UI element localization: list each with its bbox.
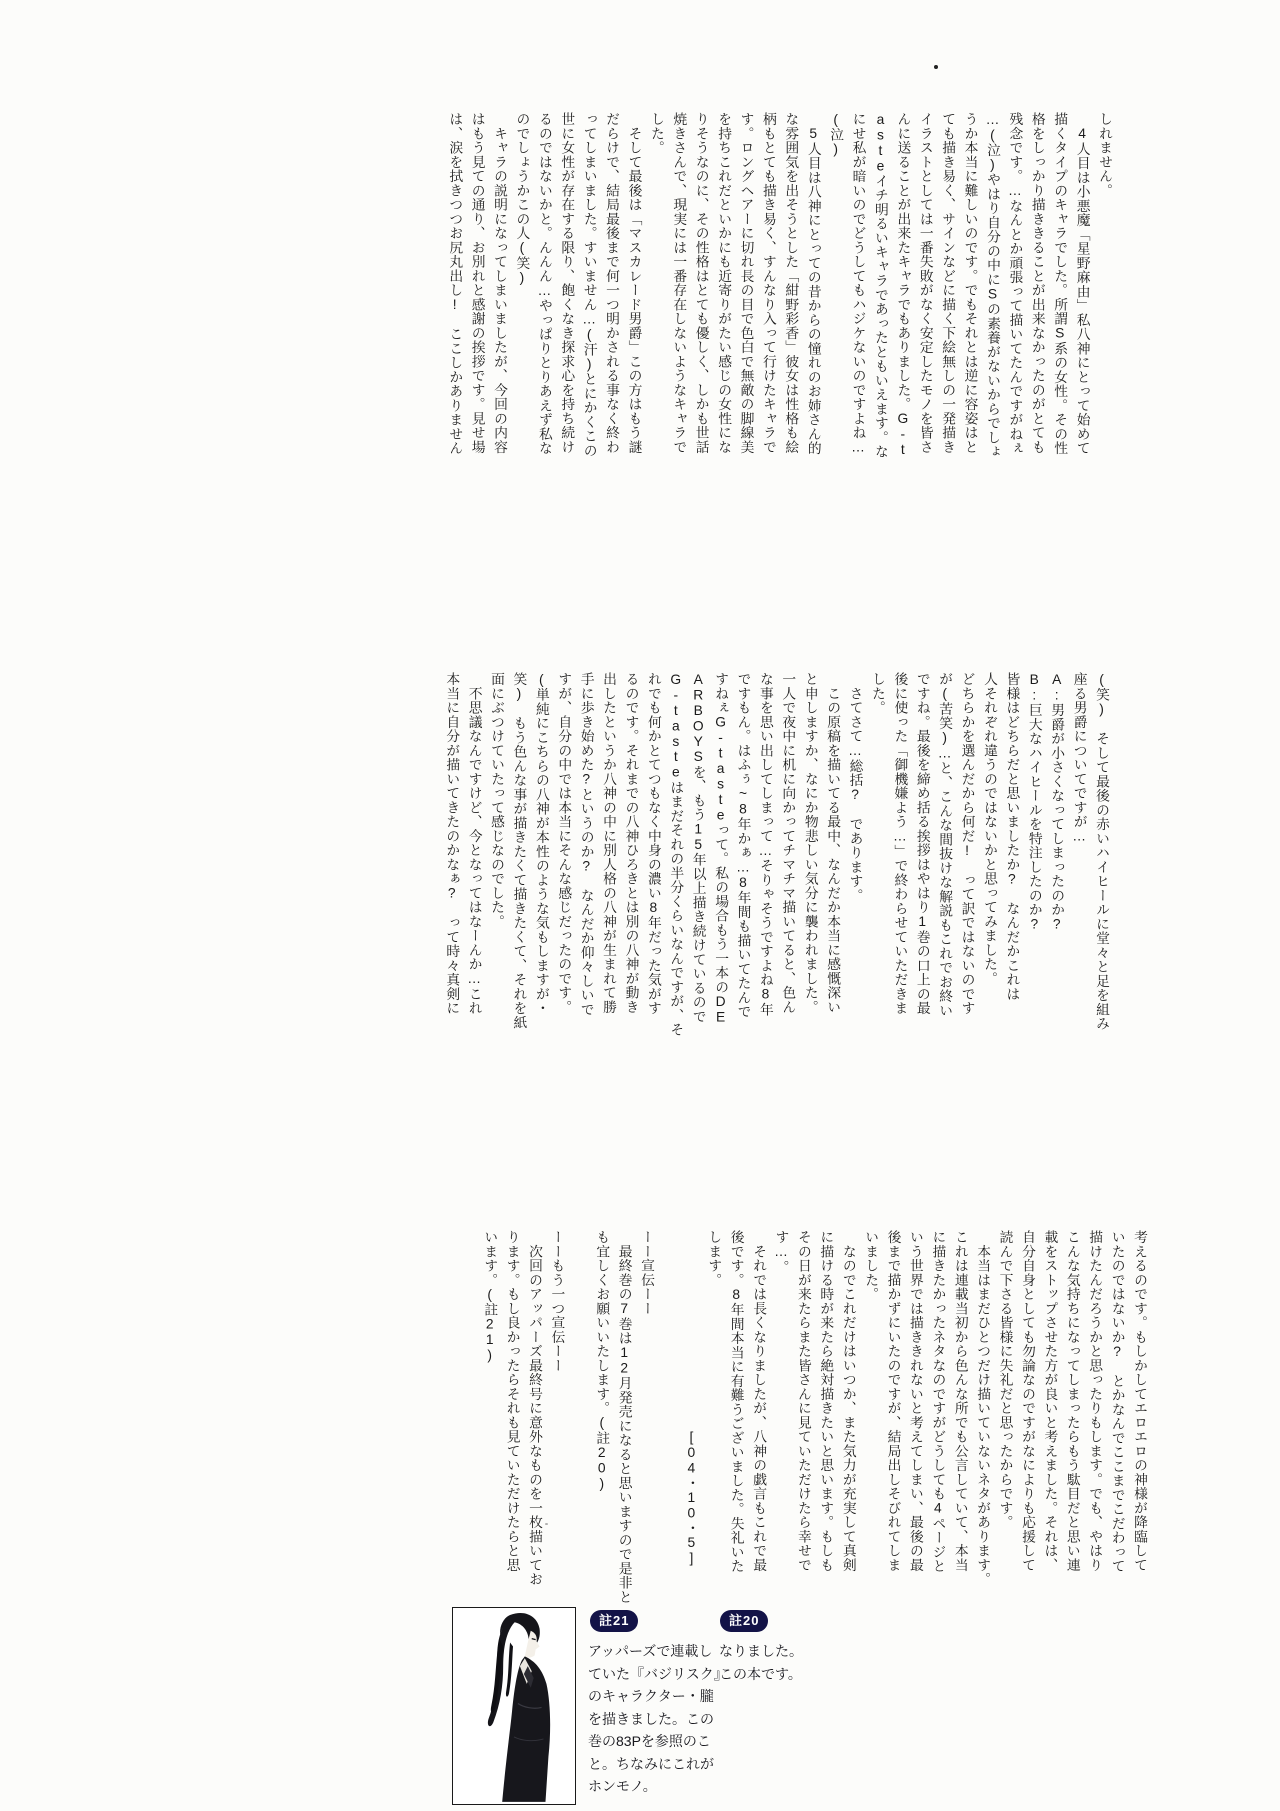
note-line: 巻の83Pを参照のこ [588, 1733, 711, 1749]
scan-speck [545, 1523, 548, 1525]
text-column: 後に使った「御機嫌よう…」で終わらせていただきま [892, 672, 908, 1016]
note-line: なりました。 [719, 1643, 803, 1659]
note-line: ていた『バジリスク』 [588, 1665, 728, 1682]
note20-badge: 註20 [720, 1610, 768, 1632]
text-column: します。 [706, 1230, 722, 1287]
note-line: を描きました。この [588, 1710, 714, 1727]
note-line: と。ちなみにこれが [588, 1755, 714, 1772]
text-column: した。 [869, 672, 885, 715]
text-column: ってしまいました。すいません…(汗)とにかくこの [581, 112, 597, 458]
text-column: 考えるのです。もしかしてエロエロの神様が降臨して [1132, 1230, 1147, 1572]
text-column: ーー宣伝ーー [639, 1230, 655, 1316]
text-column: と申しますか、なにか物悲しい気分に襲われました。 [802, 672, 818, 1014]
text-column: …(泣)やはり自分の中にSの素養がないからでしょ [984, 112, 1000, 459]
text-column: 一人で夜中に机に向かってチマチマ描いてると、色ん [780, 672, 796, 1014]
text-column: は、涙を拭きつつお尻丸出し! ここしかありません [447, 112, 463, 456]
text-column: います。(註21) [482, 1230, 498, 1364]
text-column: 本当に自分が描いてきたのかなぁ? って時々真剣に [444, 672, 460, 1016]
text-column: いう世界では描ききれないと考えてしまい、最後の最 [907, 1230, 923, 1572]
note-line: アッパーズで連載し [588, 1643, 713, 1659]
text-column: ARBOYSを、もう15年以上描き続けているので [690, 672, 706, 1024]
note-line: ホンモノ。 [588, 1778, 657, 1794]
text-column: すが、自分の中では本当にそんな感じだったのです。 [556, 672, 572, 1014]
text-column: 座る男爵についてですが… [1071, 672, 1087, 845]
text-column: 読んで下さる皆様に失礼だと思ったからです。 [997, 1230, 1013, 1530]
text-column: 4人目は小悪魔「星野麻由」私八神にとって始めて [1074, 112, 1090, 456]
text-column: るのではないかと。んんん…やっぱりとりあえず私な [536, 112, 552, 456]
text-column: ります。もし良かったらそれも見ていただけたらと思 [504, 1230, 520, 1572]
scan-speck [934, 65, 938, 69]
note-line: この本です。 [719, 1665, 802, 1682]
text-column: 本当はまだひとつだけ描いていないネタがあります。 [975, 1230, 991, 1587]
text-column: も宜しくお願いいたします。(註20) [594, 1230, 610, 1492]
text-column: す…。 [773, 1230, 789, 1274]
text-column: ですね。最後を締め括る挨拶はやはり1巻の口上の最 [914, 672, 930, 1016]
text-column: 出したというか八神の中に別人格の八神が生まれて勝 [601, 672, 617, 1014]
text-column: いました。 [863, 1230, 879, 1302]
text-column: れでも何かとてつもなく中身の濃い8年だった気がす [645, 672, 661, 1016]
text-column: これは連載当初から色んな所でも公言していて、本当 [952, 1230, 968, 1572]
text-column: にせ私が暗いのでどうしてもハジケないのですよね… [850, 112, 866, 456]
text-column: イラストとしては一番失敗がなく安定したモノを皆さ [917, 112, 933, 454]
text-column: その日が来たらまた皆さんに見ていただけたら幸せで [795, 1230, 811, 1572]
text-column: (単純にこちらの八神が本性のような気もしますが・ [533, 672, 549, 1016]
text-column: が(苦笑)…と、こんな間抜けな解説もこれでお終い [937, 672, 953, 1018]
text-column: 後まで描かずにいたのですが、結局出しそびれてしま [885, 1230, 901, 1572]
text-column: 最終巻の7巻は12月発売になると思いますので是非と [616, 1230, 632, 1605]
text-column: に描きたかったネタなのですがどうしても4ページと [930, 1230, 946, 1574]
note21-text [588, 1640, 728, 1798]
text-column: した。 [648, 112, 664, 155]
text-column: るのです。それまでの八神ひろきとは別の八神が動き [623, 672, 639, 1014]
note21-badge: 註21 [590, 1610, 638, 1632]
text-column: ですもん。はふぅ~8年かぁ…8年間も描いてたんで [735, 672, 751, 1019]
text-column [657, 1230, 679, 1592]
text-column: asteイチ明るいキャラであったともいえます。な [872, 112, 888, 459]
text-column: す。ロングヘアーに切れ長の目で色白で無敵の脚線美 [738, 112, 754, 454]
text-column: 皆様はどちらだと思いましたか? なんだかこれは [1004, 672, 1020, 1001]
text-column: はもう見ての通り、お別れと感謝の挨拶です。見せ場 [469, 112, 485, 454]
afterword-text-block-top [443, 112, 1115, 472]
text-column: んに送ることが出来たキャラでもありました。G-t [895, 112, 911, 458]
text-column: そして最後は「マスカレード男爵」この方はもう謎 [626, 112, 642, 454]
text-column: [04・10・5] [683, 1230, 699, 1567]
text-column: (泣) [828, 112, 844, 158]
text-column: な事を思い出してしまって…そりゃそうですよね8年 [757, 672, 773, 1017]
text-column: だらけで、結局最後まで何一つ明かされる事なく終わ [604, 112, 620, 454]
text-column: に描ける時が来たら絶対描きたいと思います。もしも [818, 1230, 834, 1572]
text-column: いたのではないか? とかなんでここまでこだわって [1109, 1230, 1125, 1574]
text-column: 不思議なんですけど、今となってはなーんか…これ [466, 672, 482, 1016]
text-column: 面にぶつけていたって感じなのでした。 [489, 672, 505, 929]
text-column: それでは長くなりましたが、八神の戯言もこれで最 [751, 1230, 767, 1572]
oboro-sketch-drawing [453, 1608, 575, 1804]
text-column [567, 1230, 589, 1592]
text-column: 手に歩き始めた?というのか? なんだか仰々しいで [578, 672, 594, 1017]
text-column: A:男爵が小さくなってしまったのか? [1049, 672, 1065, 933]
text-column: 格をしっかり描ききることが出来なかったのがとても [1029, 112, 1045, 454]
text-column: ーーもう一つ宣伝ーー [549, 1230, 565, 1373]
afterword-text-block-bottom [478, 1230, 1150, 1605]
text-column: 笑) もう色んな事が描きたくて描きたくて、それを紙 [511, 672, 527, 1030]
text-column: 人それぞれ違うのではないかと思ってみました。 [981, 672, 997, 986]
text-column: 後です。8年間本当に有難うございました。失礼いた [728, 1230, 744, 1574]
oboro-character-illustration [452, 1607, 576, 1805]
text-column: 次回のアッパーズ最終号に意外なものを一枚描いてお [527, 1230, 543, 1587]
text-column: この原稿を描いてる最中、なんだか本当に感慨深い [825, 672, 841, 1014]
text-column: 焼きさんで、現実には一番存在しないようなキャラで [671, 112, 687, 454]
text-column: キャラの説明になってしまいましたが、今回の内容 [492, 112, 508, 454]
text-column: しれません。 [1097, 112, 1112, 198]
text-column: 柄もとても描き易く、すんなり入って行けたキャラで [760, 112, 776, 454]
text-column: 残念です。…なんとか頑張って描いてたんですがねぇ [1007, 112, 1023, 456]
text-column: 自分自身としても勿論なのですがなによりも応援して [1019, 1230, 1035, 1572]
text-column: うか本当に難しいのです。でもそれとは逆に容姿はと [962, 112, 978, 454]
text-column: 載をストップさせた方が良いと考えました。それは、 [1042, 1230, 1058, 1572]
text-column: ても描き易く、サインなどに描く下絵無しの一発描き [940, 112, 956, 454]
text-column: 描けたんだろうかと思ったりもします。でも、やはり [1087, 1230, 1103, 1572]
text-column: りそうなのに、その性格はとても優しく、しかも世話 [693, 112, 709, 454]
text-column: B:巨大なハイヒールを特注したのか? [1026, 672, 1042, 933]
note20-text [719, 1640, 803, 1685]
text-column: G-tasteはまだそれの半分くらいなんですが、そ [668, 672, 684, 1037]
text-column: 描くタイプのキャラでした。所謂S系の女性。その性 [1052, 112, 1068, 456]
text-column: (笑) そして最後の赤いハイヒールに堂々と足を組み [1094, 672, 1109, 1031]
text-column: なのでこれだけはいつか、また気力が充実して真剣 [840, 1230, 856, 1572]
text-column: 5人目は八神にとっての昔からの憧れのお姉さん的 [805, 112, 821, 456]
text-column: 世に女性が存在する限り、飽くなき探求心を持ち続け [559, 112, 575, 454]
text-column: すねぇG-tasteって。私の場合もう一本のDE [713, 672, 729, 1025]
text-column: どちらかを選んだから何だ! って訳ではないのです [959, 672, 975, 1016]
text-column: を持ちこれだといかにも近寄りがたい感じの女性にな [716, 112, 732, 454]
text-column: な雰囲気を出そうとした「紺野彩香」彼女は性格も絵 [783, 112, 799, 454]
text-column: こんな気持ちになってしまったらもう駄目だと思い連 [1064, 1230, 1080, 1572]
text-column: さてさて…総括? であります。 [847, 672, 863, 903]
afterword-text-block-middle [440, 672, 1112, 1037]
note-line: のキャラクター・朧 [588, 1688, 714, 1704]
text-column: のでしょうかこの人(笑) [514, 112, 530, 286]
